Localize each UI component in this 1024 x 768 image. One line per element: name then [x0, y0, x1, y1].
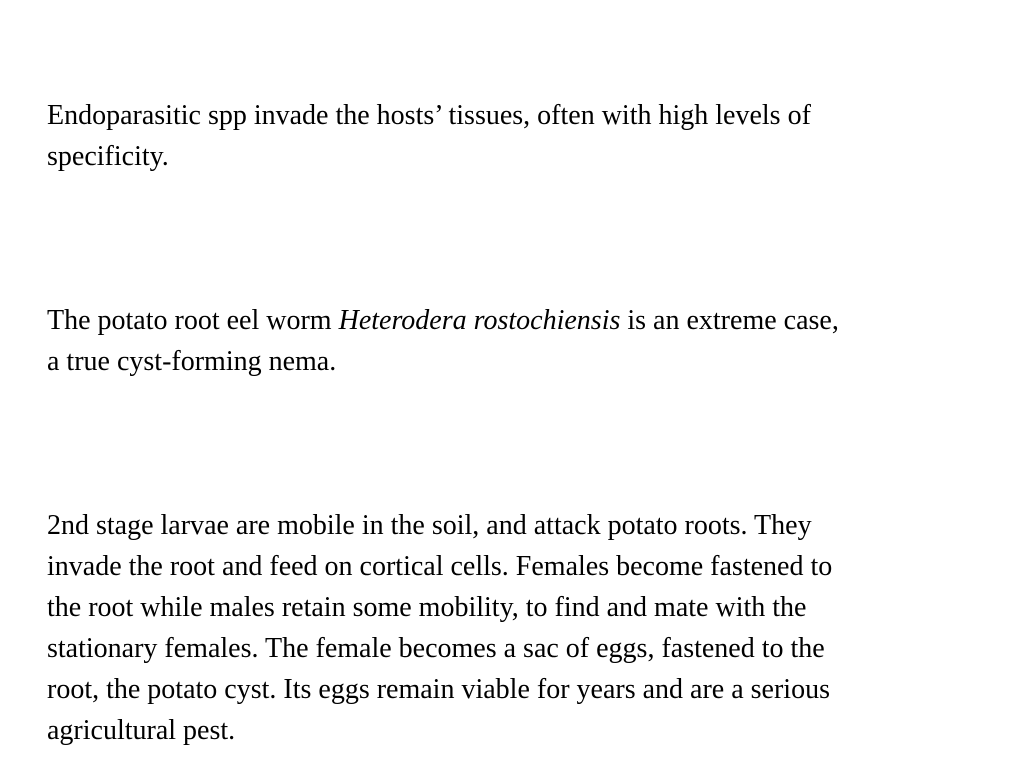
slide-body-text — [47, 54, 1019, 768]
paragraph-spacer — [47, 423, 1019, 464]
paragraph-spacer — [47, 218, 1019, 259]
paragraph-potato-eelworm — [47, 300, 1019, 382]
paragraph-2-lead-text: The potato root eel worm — [47, 305, 339, 336]
paragraph-endoparasitic-intro: Endoparasitic spp invade the hosts’ tissues, often with high levels of specificity. — [47, 100, 811, 172]
paragraph-2-trailing-text: is an extreme case, a true cyst-forming nema. — [47, 305, 839, 377]
species-name-italic: Heterodera rostochiensis — [338, 305, 621, 336]
paragraph-larvae-lifecycle: 2nd stage larvae are mobile in the soil, and attack potato roots. They invade the root and feed on cortical cells. Females become fastened to the root while males retain some mobility, to find and mate with the stationary females. The female becomes a sac of eggs, fastened to the root, the potato cyst. Its eggs remain viable for years and are a serious agricultural pest. — [47, 510, 833, 746]
